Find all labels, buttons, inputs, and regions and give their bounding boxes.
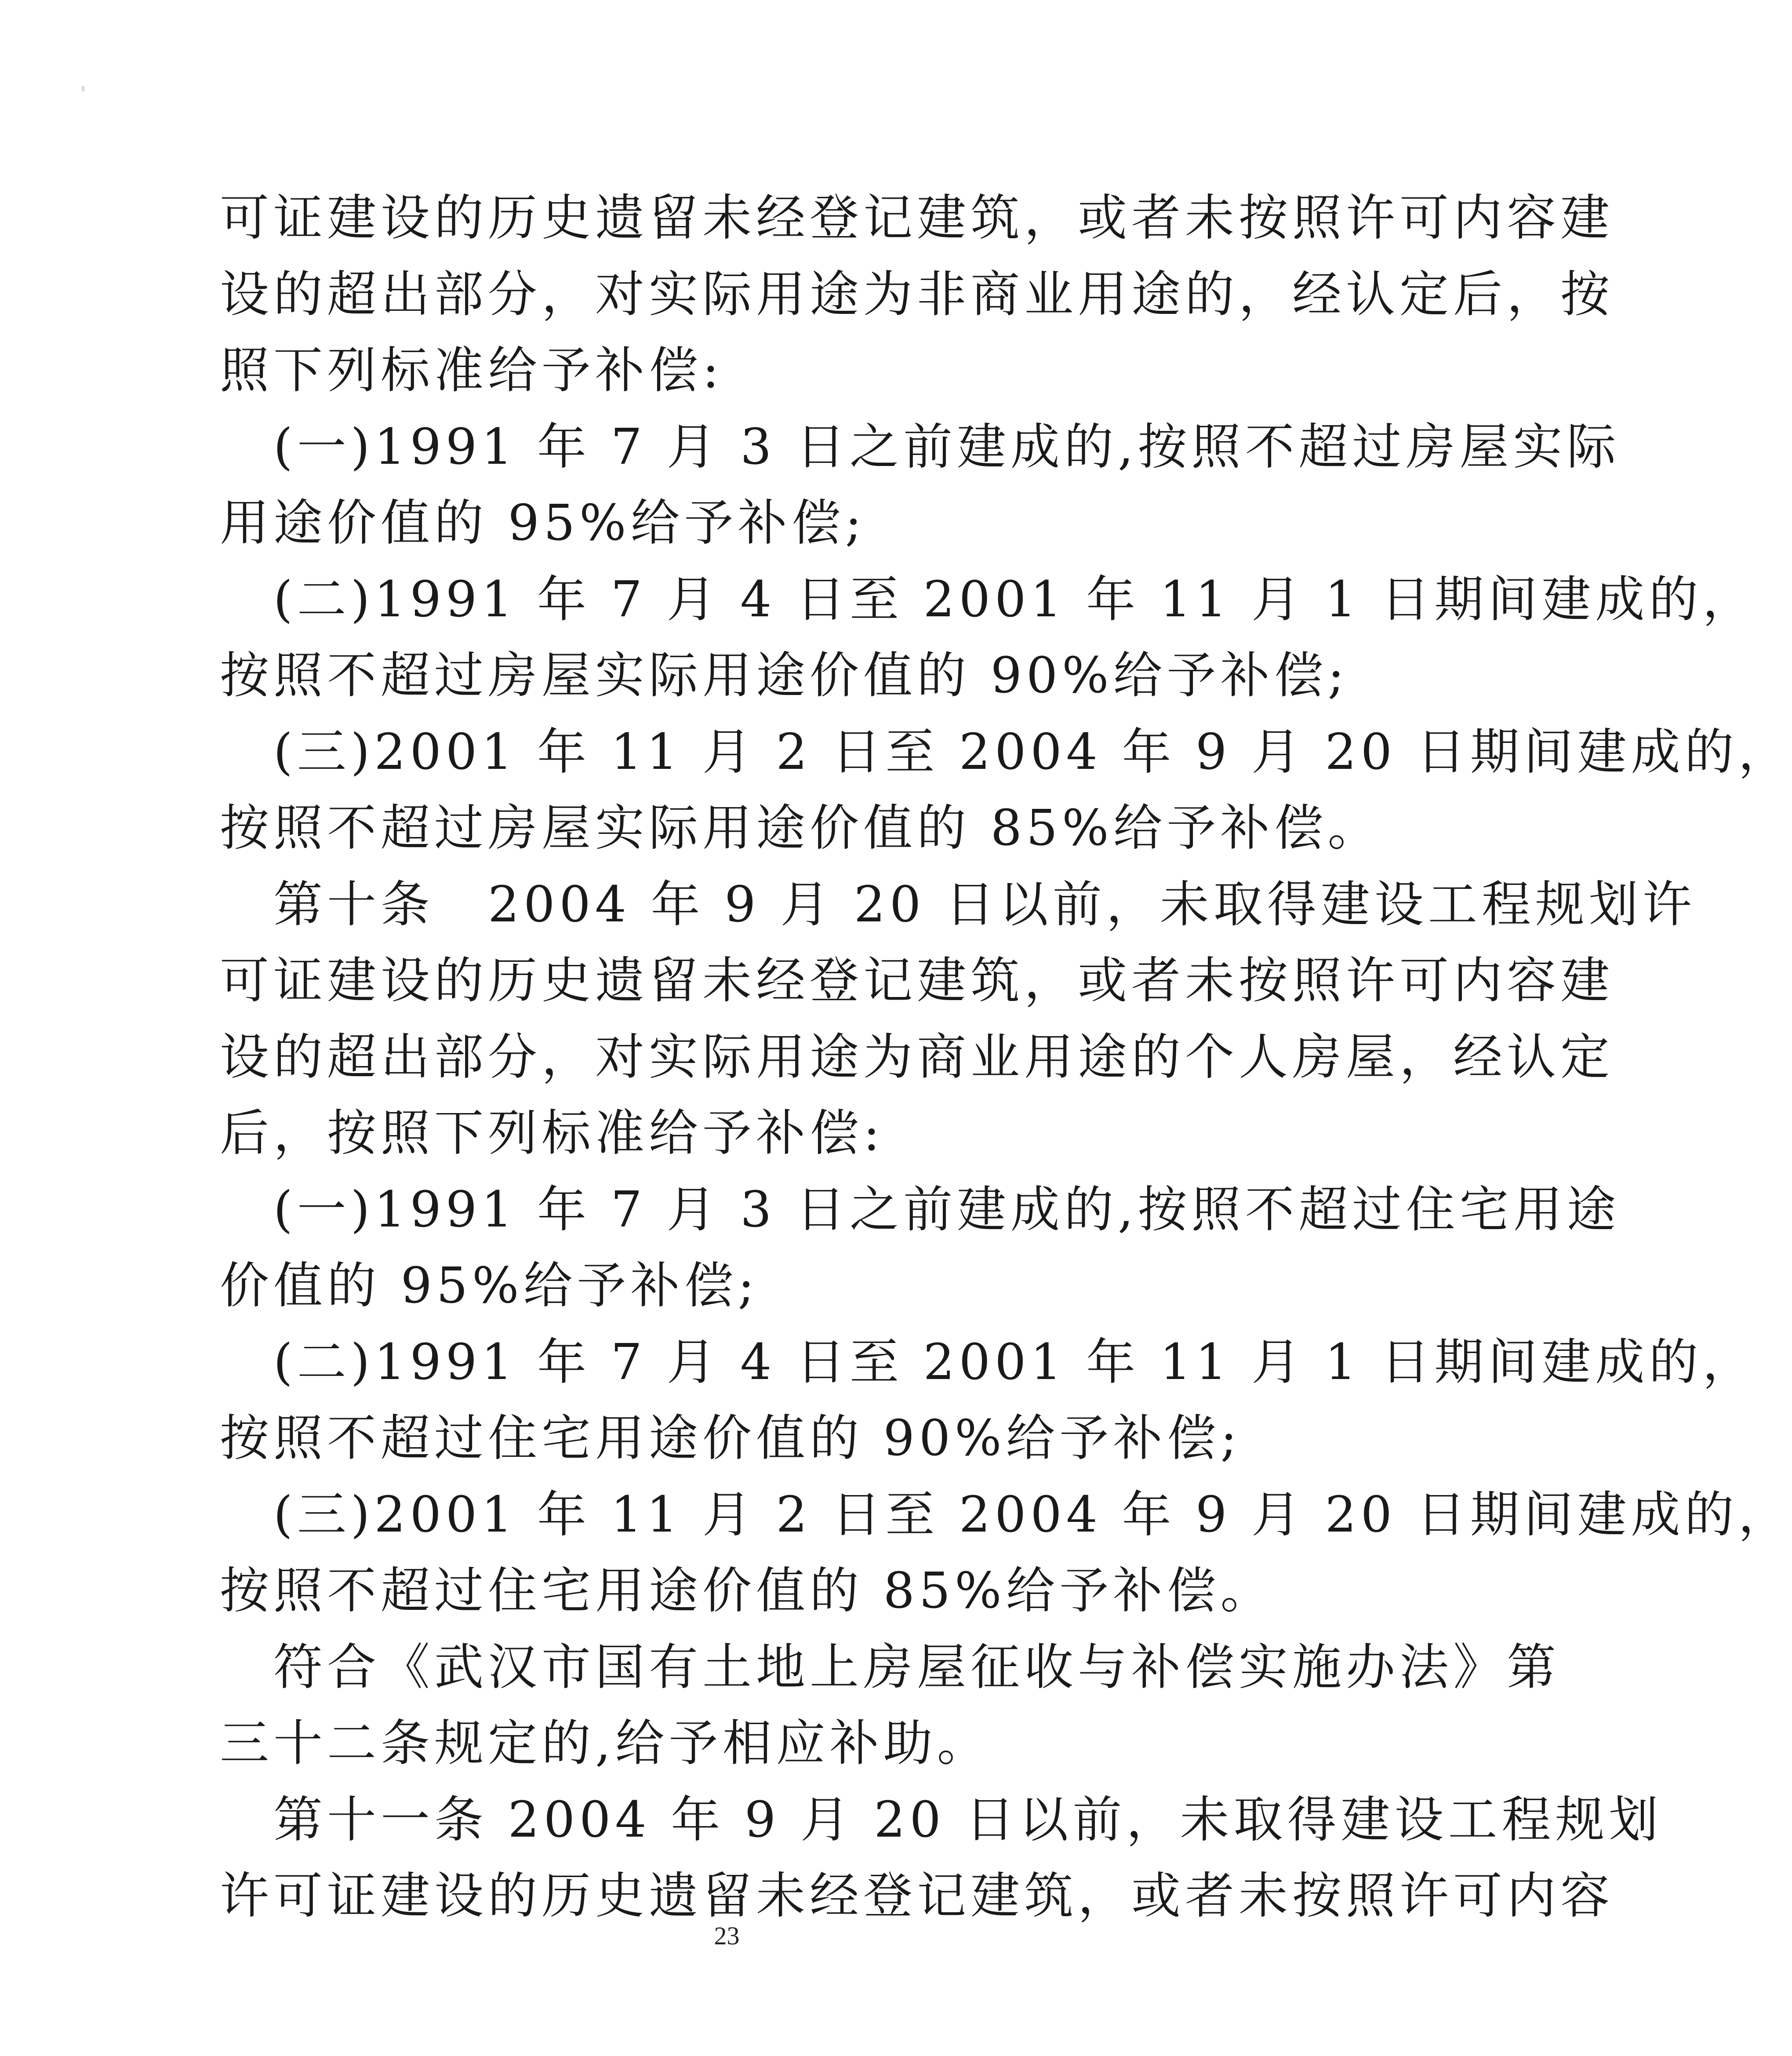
text-line: 按照不超过房屋实际用途价值的 90%给予补偿; (220, 647, 1349, 704)
text-line: 照下列标准给予补偿: (220, 342, 723, 399)
text-line: 设的超出部分，对实际用途为商业用途的个人房屋，经认定 (220, 1028, 1614, 1086)
text-line: 用途价值的 95%给予补偿; (220, 495, 866, 552)
page-number: 23 (714, 1921, 740, 1950)
body-text (220, 180, 1792, 1935)
text-line: 第十条 2004 年 9 月 20 日以前，未取得建设工程规划许 (220, 876, 1696, 933)
scan-artifact (82, 86, 84, 91)
text-line: 符合《武汉市国有土地上房屋征收与补偿实施办法》第 (220, 1638, 1560, 1696)
text-line: (三)2001 年 11 月 2 日至 2004 年 9 月 20 日期间建成的， (220, 723, 1792, 781)
text-line: (二)1991 年 7 月 4 日至 2001 年 11 月 1 日期间建成的， (220, 1333, 1756, 1391)
text-line: 许可证建设的历史遗留未经登记建筑，或者未按照许可内容 (220, 1867, 1614, 1925)
text-line: 设的超出部分，对实际用途为非商业用途的，经认定后，按 (220, 266, 1614, 323)
text-line: (一)1991 年 7 月 3 日之前建成的,按照不超过房屋实际 (220, 418, 1621, 476)
text-line: 按照不超过住宅用途价值的 90%给予补偿; (220, 1410, 1242, 1467)
text-line: 可证建设的历史遗留未经登记建筑，或者未按照许可内容建 (220, 952, 1614, 1009)
text-line: 按照不超过住宅用途价值的 85%给予补偿。 (220, 1562, 1274, 1619)
text-line: 后，按照下列标准给予补偿: (220, 1105, 884, 1162)
text-line: 价值的 95%给予补偿; (220, 1257, 759, 1314)
text-line: (三)2001 年 11 月 2 日至 2004 年 9 月 20 日期间建成的， (220, 1486, 1792, 1543)
text-line: (一)1991 年 7 月 3 日之前建成的,按照不超过住宅用途 (220, 1181, 1621, 1238)
text-line: 第十一条 2004 年 9 月 20 日以前，未取得建设工程规划 (220, 1791, 1663, 1849)
text-line: (二)1991 年 7 月 4 日至 2001 年 11 月 1 日期间建成的， (220, 571, 1756, 628)
text-line: 可证建设的历史遗留未经登记建筑，或者未按照许可内容建 (220, 189, 1614, 247)
text-line: 按照不超过房屋实际用途价值的 85%给予补偿。 (220, 800, 1381, 857)
text-line: 三十二条规定的,给予相应补助。 (220, 1715, 991, 1772)
